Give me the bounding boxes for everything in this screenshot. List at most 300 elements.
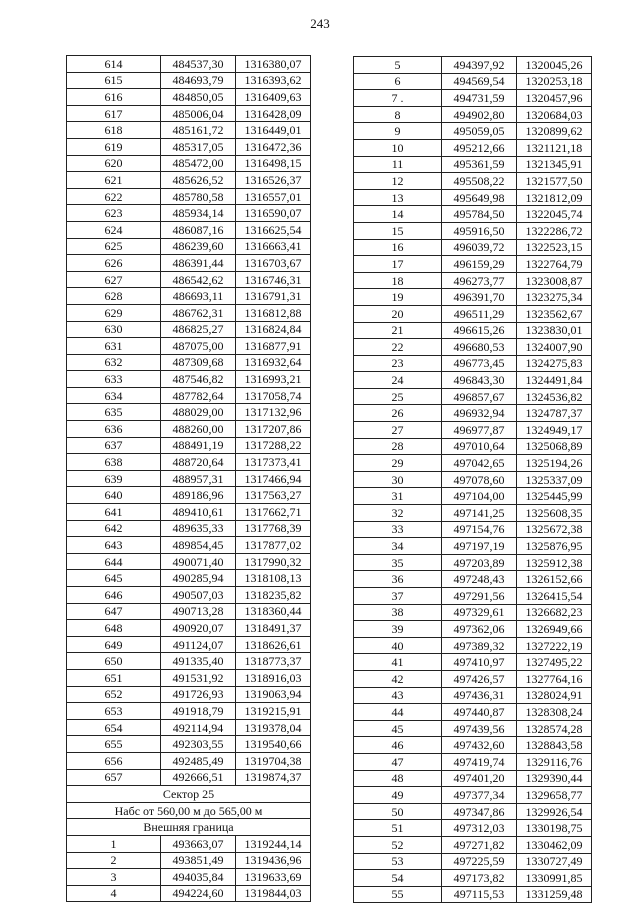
table-row xyxy=(354,256,592,273)
point-number-cell: 36 xyxy=(354,571,442,588)
point-number-cell: 636 xyxy=(67,421,161,438)
table-row xyxy=(67,869,311,886)
x-coordinate-cell: 497432,60 xyxy=(442,737,517,754)
table-row xyxy=(354,654,592,671)
boundary-title-row xyxy=(67,819,311,836)
y-coordinate-cell: 1319215,91 xyxy=(236,703,311,720)
y-coordinate-cell: 1327495,22 xyxy=(517,654,592,671)
y-coordinate-cell: 1326949,66 xyxy=(517,621,592,638)
point-number-cell: 43 xyxy=(354,687,442,704)
y-coordinate-cell: 1329658,77 xyxy=(517,787,592,804)
table-row xyxy=(354,886,592,903)
x-coordinate-cell: 495649,98 xyxy=(442,189,517,206)
point-number-cell: 644 xyxy=(67,553,161,570)
y-coordinate-cell: 1316409,63 xyxy=(236,89,311,106)
table-row xyxy=(354,737,592,754)
y-coordinate-cell: 1326415,54 xyxy=(517,588,592,605)
x-coordinate-cell: 486087,16 xyxy=(161,221,236,238)
y-coordinate-cell: 1316663,41 xyxy=(236,238,311,255)
point-number-cell: 30 xyxy=(354,471,442,488)
y-coordinate-cell: 1318235,82 xyxy=(236,587,311,604)
x-coordinate-cell: 488260,00 xyxy=(161,421,236,438)
table-row xyxy=(354,73,592,90)
point-number-cell: 626 xyxy=(67,255,161,272)
point-number-cell: 645 xyxy=(67,570,161,587)
point-number-cell: 628 xyxy=(67,288,161,305)
table-row xyxy=(354,471,592,488)
point-number-cell: 54 xyxy=(354,870,442,887)
y-coordinate-cell: 1318108,13 xyxy=(236,570,311,587)
x-coordinate-cell: 494397,92 xyxy=(442,57,517,74)
y-coordinate-cell: 1321812,09 xyxy=(517,189,592,206)
y-coordinate-cell: 1316590,07 xyxy=(236,205,311,222)
y-coordinate-cell: 1321577,50 xyxy=(517,173,592,190)
point-number-cell: 22 xyxy=(354,339,442,356)
point-number-cell: 646 xyxy=(67,587,161,604)
y-coordinate-cell: 1320457,96 xyxy=(517,90,592,107)
x-coordinate-cell: 497291,56 xyxy=(442,588,517,605)
x-coordinate-cell: 488957,31 xyxy=(161,470,236,487)
y-coordinate-cell: 1320045,26 xyxy=(517,57,592,74)
table-row xyxy=(354,571,592,588)
point-number-cell: 3 xyxy=(67,869,161,886)
x-coordinate-cell: 486391,44 xyxy=(161,255,236,272)
point-number-cell: 615 xyxy=(67,72,161,89)
point-number-cell: 25 xyxy=(354,388,442,405)
table-row xyxy=(354,637,592,654)
point-number-cell: 32 xyxy=(354,505,442,522)
sector-title-row xyxy=(67,786,311,803)
table-row xyxy=(354,704,592,721)
table-row xyxy=(67,504,311,521)
y-coordinate-cell: 1326682,23 xyxy=(517,604,592,621)
y-coordinate-cell: 1319244,14 xyxy=(236,835,311,852)
point-number-cell: 34 xyxy=(354,538,442,555)
y-coordinate-cell: 1317288,22 xyxy=(236,437,311,454)
y-coordinate-cell: 1322764,79 xyxy=(517,256,592,273)
table-row xyxy=(67,122,311,139)
table-row xyxy=(354,106,592,123)
point-number-cell: 624 xyxy=(67,221,161,238)
x-coordinate-cell: 487309,68 xyxy=(161,354,236,371)
point-number-cell: 12 xyxy=(354,173,442,190)
x-coordinate-cell: 485317,05 xyxy=(161,138,236,155)
point-number-cell: 38 xyxy=(354,604,442,621)
table-row xyxy=(354,422,592,439)
table-row xyxy=(67,371,311,388)
y-coordinate-cell: 1317207,86 xyxy=(236,421,311,438)
table-row xyxy=(67,404,311,421)
table-row xyxy=(67,520,311,537)
y-coordinate-cell: 1316746,31 xyxy=(236,271,311,288)
x-coordinate-cell: 491531,92 xyxy=(161,669,236,686)
x-coordinate-cell: 497154,76 xyxy=(442,521,517,538)
table-row xyxy=(354,853,592,870)
x-coordinate-cell: 497439,56 xyxy=(442,720,517,737)
point-number-cell: 614 xyxy=(67,56,161,73)
x-coordinate-cell: 495361,59 xyxy=(442,156,517,173)
x-coordinate-cell: 485472,00 xyxy=(161,155,236,172)
point-number-cell: 29 xyxy=(354,455,442,472)
x-coordinate-cell: 497104,00 xyxy=(442,488,517,505)
table-row xyxy=(354,870,592,887)
point-number-cell: 654 xyxy=(67,719,161,736)
table-row xyxy=(67,89,311,106)
y-coordinate-cell: 1316472,36 xyxy=(236,138,311,155)
y-coordinate-cell: 1328574,28 xyxy=(517,720,592,737)
x-coordinate-cell: 496273,77 xyxy=(442,272,517,289)
x-coordinate-cell: 497141,25 xyxy=(442,505,517,522)
table-row xyxy=(67,238,311,255)
y-coordinate-cell: 1319844,03 xyxy=(236,885,311,902)
y-coordinate-cell: 1317132,96 xyxy=(236,404,311,421)
x-coordinate-cell: 494902,80 xyxy=(442,106,517,123)
point-number-cell: 27 xyxy=(354,422,442,439)
y-coordinate-cell: 1318360,44 xyxy=(236,603,311,620)
table-row xyxy=(354,687,592,704)
x-coordinate-cell: 485934,14 xyxy=(161,205,236,222)
x-coordinate-cell: 490285,94 xyxy=(161,570,236,587)
y-coordinate-cell: 1317373,41 xyxy=(236,454,311,471)
table-row xyxy=(67,487,311,504)
x-coordinate-cell: 497115,53 xyxy=(442,886,517,903)
x-coordinate-cell: 497401,20 xyxy=(442,770,517,787)
point-number-cell: 631 xyxy=(67,338,161,355)
y-coordinate-cell: 1331259,48 xyxy=(517,886,592,903)
y-coordinate-cell: 1324536,82 xyxy=(517,388,592,405)
x-coordinate-cell: 497440,87 xyxy=(442,704,517,721)
table-row xyxy=(67,852,311,869)
y-coordinate-cell: 1327222,19 xyxy=(517,637,592,654)
y-coordinate-cell: 1330462,09 xyxy=(517,836,592,853)
y-coordinate-cell: 1318626,61 xyxy=(236,636,311,653)
point-number-cell: 627 xyxy=(67,271,161,288)
x-coordinate-cell: 486542,62 xyxy=(161,271,236,288)
y-coordinate-cell: 1328308,24 xyxy=(517,704,592,721)
x-coordinate-cell: 484537,30 xyxy=(161,56,236,73)
table-row xyxy=(67,188,311,205)
depth-range: Набс от 560,00 м до 565,00 м xyxy=(67,802,311,819)
table-row xyxy=(354,670,592,687)
point-number-cell: 623 xyxy=(67,205,161,222)
y-coordinate-cell: 1317563,27 xyxy=(236,487,311,504)
x-coordinate-cell: 497010,64 xyxy=(442,438,517,455)
x-coordinate-cell: 489635,33 xyxy=(161,520,236,537)
table-row xyxy=(354,505,592,522)
x-coordinate-cell: 486239,60 xyxy=(161,238,236,255)
point-number-cell: 31 xyxy=(354,488,442,505)
table-row xyxy=(354,139,592,156)
point-number-cell: 650 xyxy=(67,653,161,670)
x-coordinate-cell: 485006,04 xyxy=(161,105,236,122)
y-coordinate-cell: 1326152,66 xyxy=(517,571,592,588)
y-coordinate-cell: 1321345,91 xyxy=(517,156,592,173)
x-coordinate-cell: 491726,93 xyxy=(161,686,236,703)
point-number-cell: 23 xyxy=(354,355,442,372)
point-number-cell: 649 xyxy=(67,636,161,653)
table-row xyxy=(67,255,311,272)
table-row xyxy=(67,205,311,222)
table-row xyxy=(67,587,311,604)
x-coordinate-cell: 493663,07 xyxy=(161,835,236,852)
table-row xyxy=(354,305,592,322)
y-coordinate-cell: 1319540,66 xyxy=(236,736,311,753)
point-number-cell: 20 xyxy=(354,305,442,322)
y-coordinate-cell: 1318773,37 xyxy=(236,653,311,670)
table-row xyxy=(354,588,592,605)
table-row xyxy=(67,537,311,554)
table-row xyxy=(67,288,311,305)
x-coordinate-cell: 492485,49 xyxy=(161,752,236,769)
x-coordinate-cell: 490071,40 xyxy=(161,553,236,570)
point-number-cell: 651 xyxy=(67,669,161,686)
x-coordinate-cell: 497362,06 xyxy=(442,621,517,638)
point-number-cell: 635 xyxy=(67,404,161,421)
y-coordinate-cell: 1316393,62 xyxy=(236,72,311,89)
table-row xyxy=(354,803,592,820)
y-coordinate-cell: 1317768,39 xyxy=(236,520,311,537)
x-coordinate-cell: 491124,07 xyxy=(161,636,236,653)
point-number-cell: 49 xyxy=(354,787,442,804)
table-row xyxy=(67,155,311,172)
point-number-cell: 632 xyxy=(67,354,161,371)
y-coordinate-cell: 1316557,01 xyxy=(236,188,311,205)
y-coordinate-cell: 1319436,96 xyxy=(236,852,311,869)
x-coordinate-cell: 496039,72 xyxy=(442,239,517,256)
point-number-cell: 656 xyxy=(67,752,161,769)
x-coordinate-cell: 489854,45 xyxy=(161,537,236,554)
x-coordinate-cell: 489186,96 xyxy=(161,487,236,504)
point-number-cell: 7 . xyxy=(354,90,442,107)
x-coordinate-cell: 497389,32 xyxy=(442,637,517,654)
y-coordinate-cell: 1316824,84 xyxy=(236,321,311,338)
x-coordinate-cell: 492303,55 xyxy=(161,736,236,753)
table-row xyxy=(67,338,311,355)
x-coordinate-cell: 490713,28 xyxy=(161,603,236,620)
point-number-cell: 13 xyxy=(354,189,442,206)
point-number-cell: 17 xyxy=(354,256,442,273)
table-row xyxy=(354,753,592,770)
table-row xyxy=(67,703,311,720)
table-row xyxy=(354,438,592,455)
y-coordinate-cell: 1316498,15 xyxy=(236,155,311,172)
boundary-title: Внешняя граница xyxy=(67,819,311,836)
table-row xyxy=(354,322,592,339)
x-coordinate-cell: 485161,72 xyxy=(161,122,236,139)
y-coordinate-cell: 1325068,89 xyxy=(517,438,592,455)
point-number-cell: 642 xyxy=(67,520,161,537)
point-number-cell: 6 xyxy=(354,73,442,90)
table-row xyxy=(67,105,311,122)
x-coordinate-cell: 497377,34 xyxy=(442,787,517,804)
table-row xyxy=(354,222,592,239)
point-number-cell: 24 xyxy=(354,372,442,389)
y-coordinate-cell: 1318916,03 xyxy=(236,669,311,686)
x-coordinate-cell: 497225,59 xyxy=(442,853,517,870)
y-coordinate-cell: 1325672,38 xyxy=(517,521,592,538)
point-number-cell: 633 xyxy=(67,371,161,388)
table-row xyxy=(354,604,592,621)
table-row xyxy=(354,272,592,289)
table-row xyxy=(67,138,311,155)
y-coordinate-cell: 1316526,37 xyxy=(236,172,311,189)
table-row xyxy=(354,90,592,107)
point-number-cell: 26 xyxy=(354,405,442,422)
table-row xyxy=(67,620,311,637)
point-number-cell: 639 xyxy=(67,470,161,487)
y-coordinate-cell: 1317662,71 xyxy=(236,504,311,521)
x-coordinate-cell: 496511,29 xyxy=(442,305,517,322)
point-number-cell: 618 xyxy=(67,122,161,139)
table-row xyxy=(354,123,592,140)
x-coordinate-cell: 497078,60 xyxy=(442,471,517,488)
table-row xyxy=(354,239,592,256)
x-coordinate-cell: 492114,94 xyxy=(161,719,236,736)
x-coordinate-cell: 487782,64 xyxy=(161,387,236,404)
point-number-cell: 42 xyxy=(354,670,442,687)
y-coordinate-cell: 1316812,88 xyxy=(236,304,311,321)
y-coordinate-cell: 1324275,83 xyxy=(517,355,592,372)
x-coordinate-cell: 496615,26 xyxy=(442,322,517,339)
sector-title: Сектор 25 xyxy=(67,786,311,803)
y-coordinate-cell: 1329116,76 xyxy=(517,753,592,770)
x-coordinate-cell: 497410,97 xyxy=(442,654,517,671)
y-coordinate-cell: 1325194,26 xyxy=(517,455,592,472)
x-coordinate-cell: 489410,61 xyxy=(161,504,236,521)
y-coordinate-cell: 1319378,04 xyxy=(236,719,311,736)
point-number-cell: 35 xyxy=(354,554,442,571)
x-coordinate-cell: 497312,03 xyxy=(442,820,517,837)
y-coordinate-cell: 1328024,91 xyxy=(517,687,592,704)
y-coordinate-cell: 1320684,03 xyxy=(517,106,592,123)
y-coordinate-cell: 1318491,37 xyxy=(236,620,311,637)
table-row xyxy=(354,405,592,422)
x-coordinate-cell: 496857,67 xyxy=(442,388,517,405)
table-row xyxy=(67,454,311,471)
y-coordinate-cell: 1316428,09 xyxy=(236,105,311,122)
y-coordinate-cell: 1325337,09 xyxy=(517,471,592,488)
point-number-cell: 653 xyxy=(67,703,161,720)
point-number-cell: 11 xyxy=(354,156,442,173)
table-row xyxy=(67,669,311,686)
x-coordinate-cell: 495784,50 xyxy=(442,206,517,223)
point-number-cell: 10 xyxy=(354,139,442,156)
table-row xyxy=(354,836,592,853)
depth-range-row xyxy=(67,802,311,819)
point-number-cell: 8 xyxy=(354,106,442,123)
point-number-cell: 15 xyxy=(354,222,442,239)
table-row xyxy=(354,770,592,787)
point-number-cell: 629 xyxy=(67,304,161,321)
y-coordinate-cell: 1316791,31 xyxy=(236,288,311,305)
point-number-cell: 53 xyxy=(354,853,442,870)
y-coordinate-cell: 1317990,32 xyxy=(236,553,311,570)
x-coordinate-cell: 488029,00 xyxy=(161,404,236,421)
y-coordinate-cell: 1316449,01 xyxy=(236,122,311,139)
y-coordinate-cell: 1316993,21 xyxy=(236,371,311,388)
point-number-cell: 41 xyxy=(354,654,442,671)
table-row xyxy=(67,769,311,786)
table-row xyxy=(354,521,592,538)
point-number-cell: 630 xyxy=(67,321,161,338)
y-coordinate-cell: 1317058,74 xyxy=(236,387,311,404)
y-coordinate-cell: 1319063,94 xyxy=(236,686,311,703)
point-number-cell: 640 xyxy=(67,487,161,504)
x-coordinate-cell: 486762,31 xyxy=(161,304,236,321)
table-row xyxy=(67,686,311,703)
point-number-cell: 1 xyxy=(67,835,161,852)
y-coordinate-cell: 1322045,74 xyxy=(517,206,592,223)
y-coordinate-cell: 1316703,67 xyxy=(236,255,311,272)
table-row xyxy=(67,221,311,238)
y-coordinate-cell: 1317877,02 xyxy=(236,537,311,554)
point-number-cell: 47 xyxy=(354,753,442,770)
x-coordinate-cell: 497203,89 xyxy=(442,554,517,571)
table-row xyxy=(67,387,311,404)
point-number-cell: 52 xyxy=(354,836,442,853)
x-coordinate-cell: 493851,49 xyxy=(161,852,236,869)
point-number-cell: 617 xyxy=(67,105,161,122)
point-number-cell: 643 xyxy=(67,537,161,554)
x-coordinate-cell: 497426,57 xyxy=(442,670,517,687)
x-coordinate-cell: 497436,31 xyxy=(442,687,517,704)
point-number-cell: 622 xyxy=(67,188,161,205)
point-number-cell: 616 xyxy=(67,89,161,106)
point-number-cell: 14 xyxy=(354,206,442,223)
table-row xyxy=(67,736,311,753)
point-number-cell: 9 xyxy=(354,123,442,140)
table-row xyxy=(67,603,311,620)
y-coordinate-cell: 1316380,07 xyxy=(236,56,311,73)
table-row xyxy=(67,271,311,288)
table-row xyxy=(67,752,311,769)
x-coordinate-cell: 486825,27 xyxy=(161,321,236,338)
y-coordinate-cell: 1319874,37 xyxy=(236,769,311,786)
point-number-cell: 40 xyxy=(354,637,442,654)
point-number-cell: 48 xyxy=(354,770,442,787)
point-number-cell: 44 xyxy=(354,704,442,721)
table-row xyxy=(354,189,592,206)
x-coordinate-cell: 494731,59 xyxy=(442,90,517,107)
y-coordinate-cell: 1327764,16 xyxy=(517,670,592,687)
point-number-cell: 37 xyxy=(354,588,442,605)
table-row xyxy=(354,339,592,356)
table-row xyxy=(67,172,311,189)
point-number-cell: 621 xyxy=(67,172,161,189)
point-number-cell: 55 xyxy=(354,886,442,903)
x-coordinate-cell: 487546,82 xyxy=(161,371,236,388)
table-row xyxy=(354,820,592,837)
table-row xyxy=(354,206,592,223)
x-coordinate-cell: 495212,66 xyxy=(442,139,517,156)
y-coordinate-cell: 1324949,17 xyxy=(517,422,592,439)
table-row xyxy=(67,437,311,454)
point-number-cell: 46 xyxy=(354,737,442,754)
y-coordinate-cell: 1325445,99 xyxy=(517,488,592,505)
table-row xyxy=(354,720,592,737)
y-coordinate-cell: 1323562,67 xyxy=(517,305,592,322)
y-coordinate-cell: 1328843,58 xyxy=(517,737,592,754)
y-coordinate-cell: 1323275,34 xyxy=(517,289,592,306)
table-row xyxy=(354,621,592,638)
point-number-cell: 652 xyxy=(67,686,161,703)
x-coordinate-cell: 496159,29 xyxy=(442,256,517,273)
x-coordinate-cell: 496773,45 xyxy=(442,355,517,372)
table-row xyxy=(67,72,311,89)
table-row xyxy=(354,554,592,571)
x-coordinate-cell: 497347,86 xyxy=(442,803,517,820)
x-coordinate-cell: 492666,51 xyxy=(161,769,236,786)
